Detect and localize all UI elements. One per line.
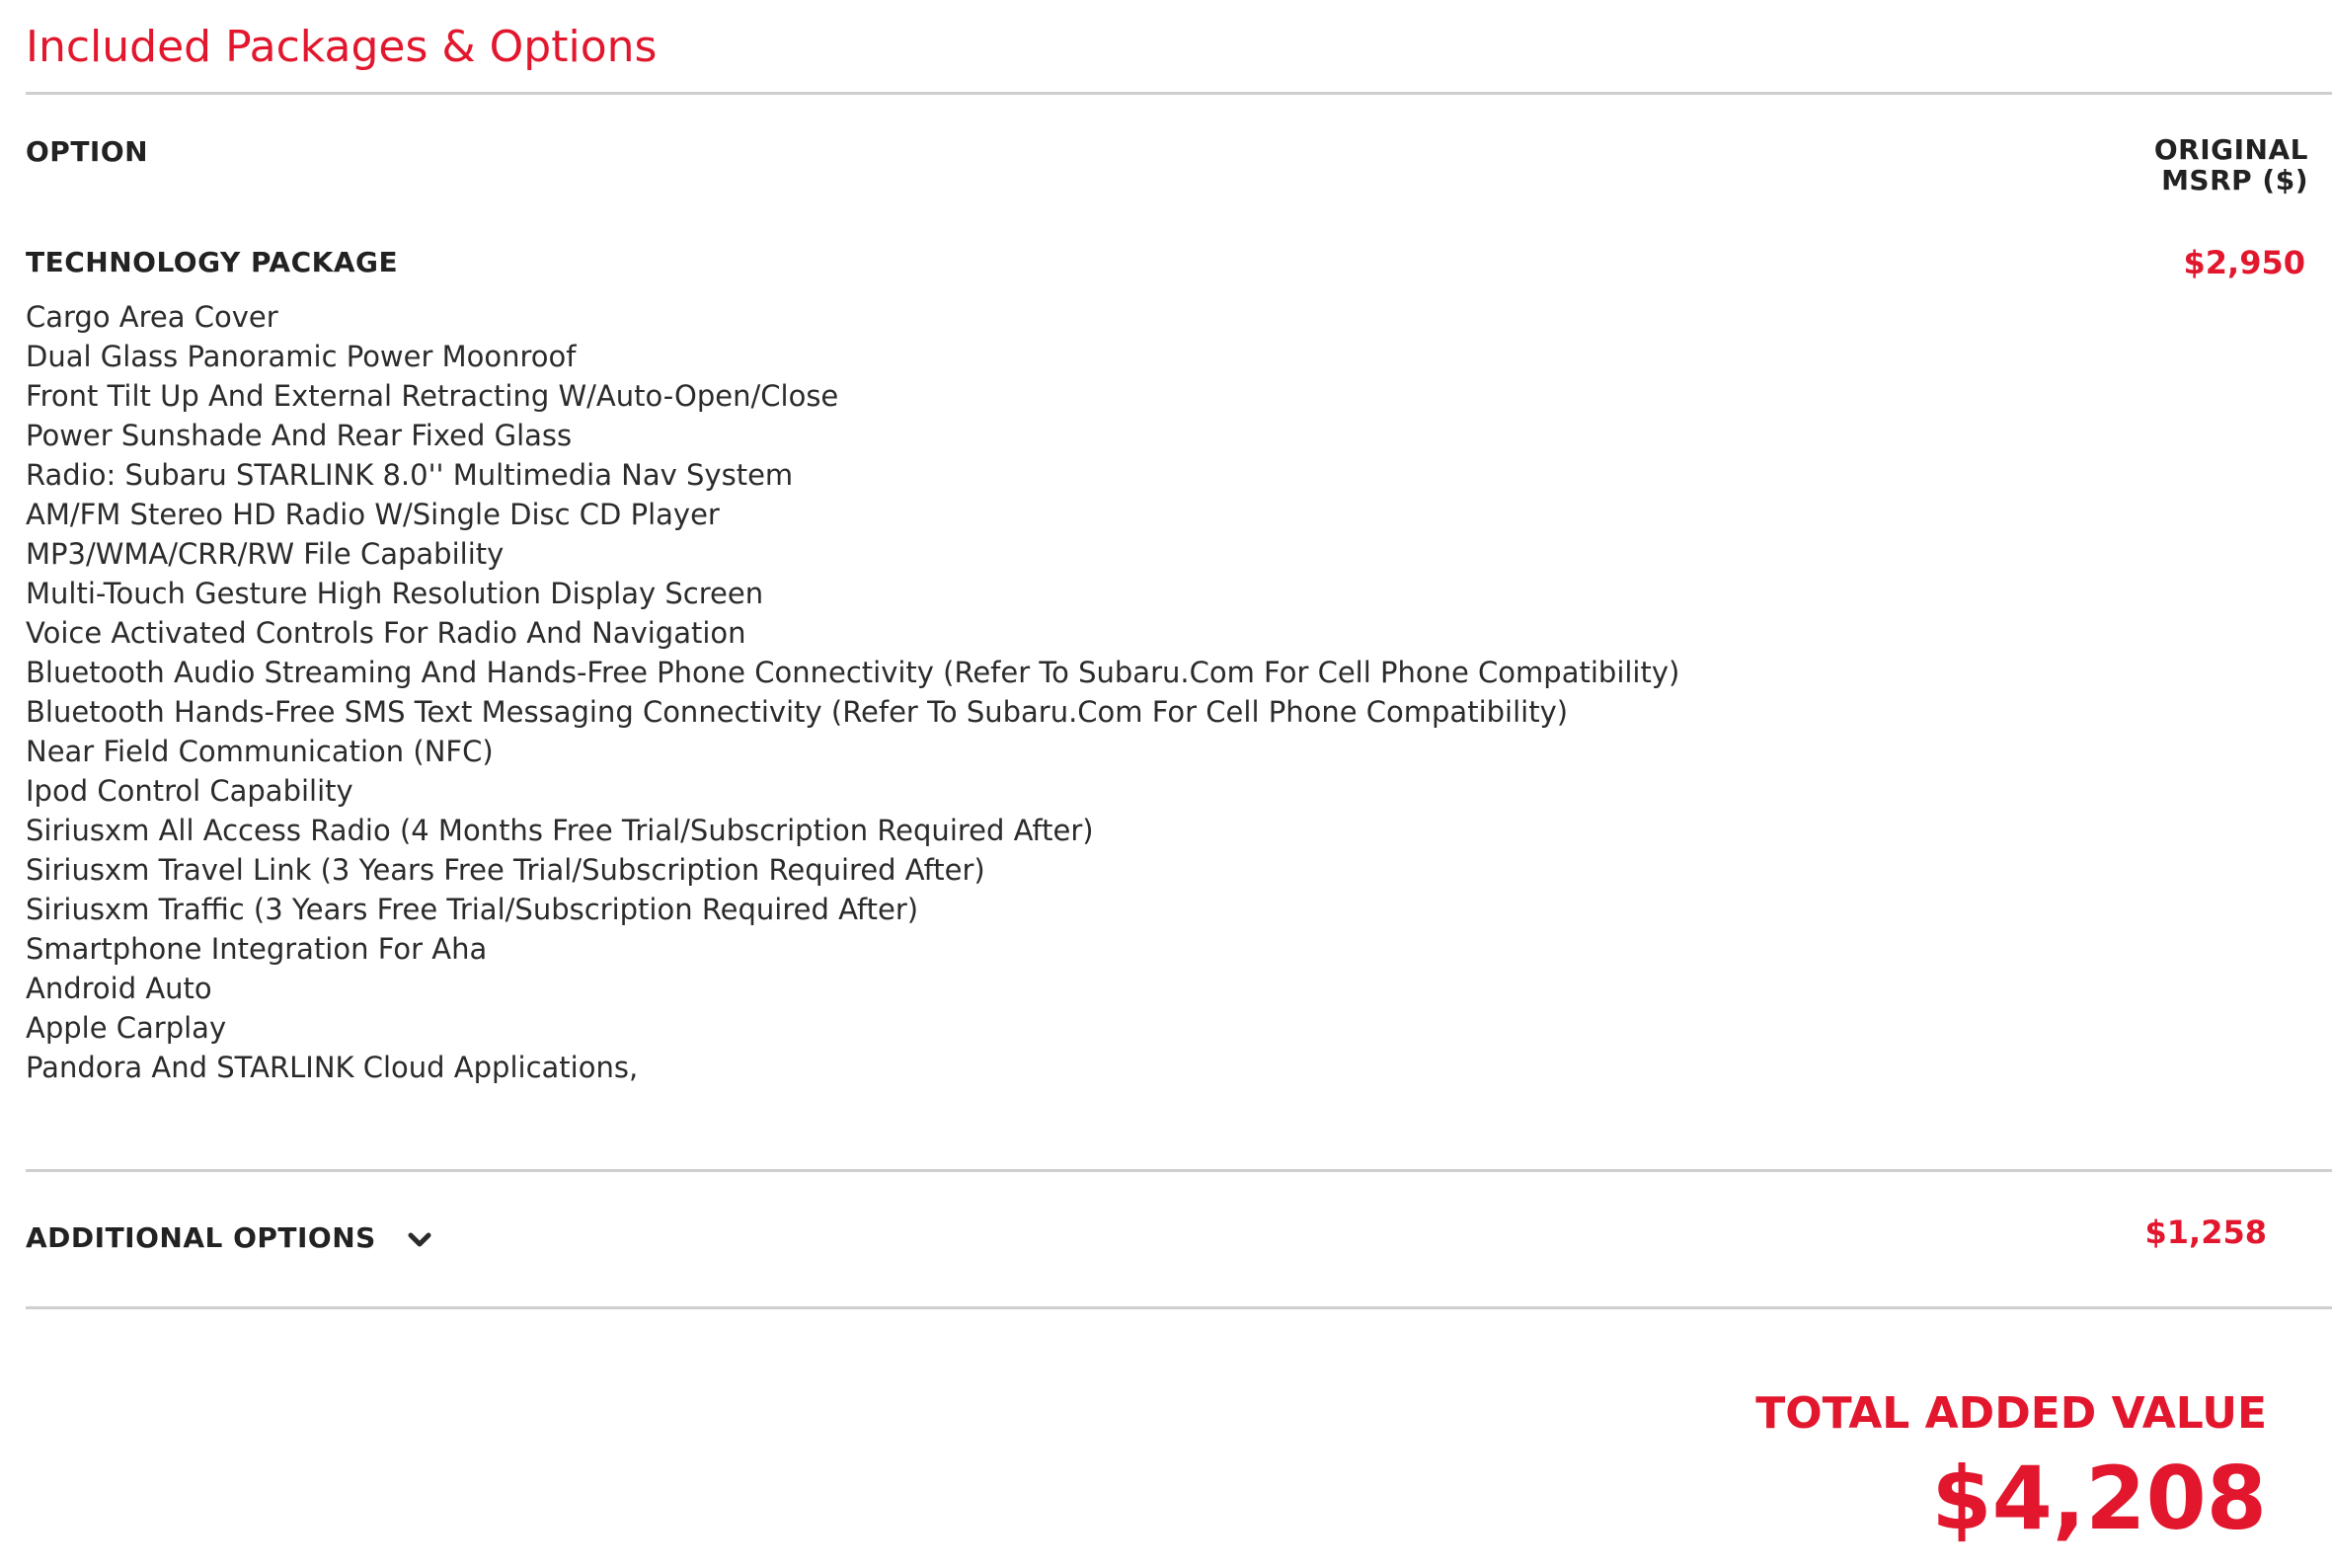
additional-options-price: $1,258 xyxy=(2144,1214,2267,1251)
package-divider xyxy=(26,1169,2332,1172)
feature-item: Bluetooth Audio Streaming And Hands-Free Phone Connectivity (Refer To Subaru.Com For Cell Phone Compatibility) xyxy=(26,656,1680,689)
feature-item: Front Tilt Up And External Retracting W/Auto-Open/Close xyxy=(26,379,839,413)
package-name: TECHNOLOGY PACKAGE xyxy=(26,246,399,278)
additional-divider xyxy=(26,1306,2332,1309)
column-header-msrp-line2: MSRP ($) xyxy=(2161,164,2308,196)
feature-item: Smartphone Integration For Aha xyxy=(26,932,488,966)
package-price: $2,950 xyxy=(2183,244,2305,281)
feature-item: Siriusxm All Access Radio (4 Months Free Trial/Subscription Required After) xyxy=(26,814,1094,847)
feature-item: Bluetooth Hands-Free SMS Text Messaging Connectivity (Refer To Subaru.Com For Cell Phone Compatibility) xyxy=(26,695,1569,729)
column-header-msrp xyxy=(2012,134,2308,196)
feature-item: AM/FM Stereo HD Radio W/Single Disc CD Player xyxy=(26,498,720,531)
chevron-down-icon[interactable] xyxy=(404,1224,435,1256)
feature-item: Apple Carplay xyxy=(26,1011,227,1045)
additional-options-label: ADDITIONAL OPTIONS xyxy=(26,1221,376,1254)
title-divider xyxy=(26,92,2332,95)
feature-item: Android Auto xyxy=(26,972,212,1005)
feature-item: Voice Activated Controls For Radio And Navigation xyxy=(26,616,746,650)
feature-item: Radio: Subaru STARLINK 8.0'' Multimedia Nav System xyxy=(26,458,794,492)
feature-item: MP3/WMA/CRR/RW File Capability xyxy=(26,537,505,571)
feature-item: Multi-Touch Gesture High Resolution Display Screen xyxy=(26,577,764,610)
package-feature-list xyxy=(26,297,1679,1087)
feature-item: Near Field Communication (NFC) xyxy=(26,735,494,768)
feature-item: Pandora And STARLINK Cloud Applications, xyxy=(26,1051,639,1084)
total-added-value-label: TOTAL ADDED VALUE xyxy=(1755,1388,2267,1439)
additional-options-toggle[interactable] xyxy=(26,1220,435,1256)
total-added-value: $4,208 xyxy=(1931,1448,2267,1549)
feature-item: Power Sunshade And Rear Fixed Glass xyxy=(26,419,573,452)
feature-item: Cargo Area Cover xyxy=(26,300,278,334)
feature-item: Dual Glass Panoramic Power Moonroof xyxy=(26,340,577,373)
feature-item: Ipod Control Capability xyxy=(26,774,353,808)
feature-item: Siriusxm Travel Link (3 Years Free Trial/Subscription Required After) xyxy=(26,853,985,887)
column-header-msrp-line1: ORIGINAL xyxy=(2153,133,2308,166)
section-title: Included Packages & Options xyxy=(26,22,658,72)
feature-item: Siriusxm Traffic (3 Years Free Trial/Subscription Required After) xyxy=(26,893,919,926)
column-header-option: OPTION xyxy=(26,135,149,168)
